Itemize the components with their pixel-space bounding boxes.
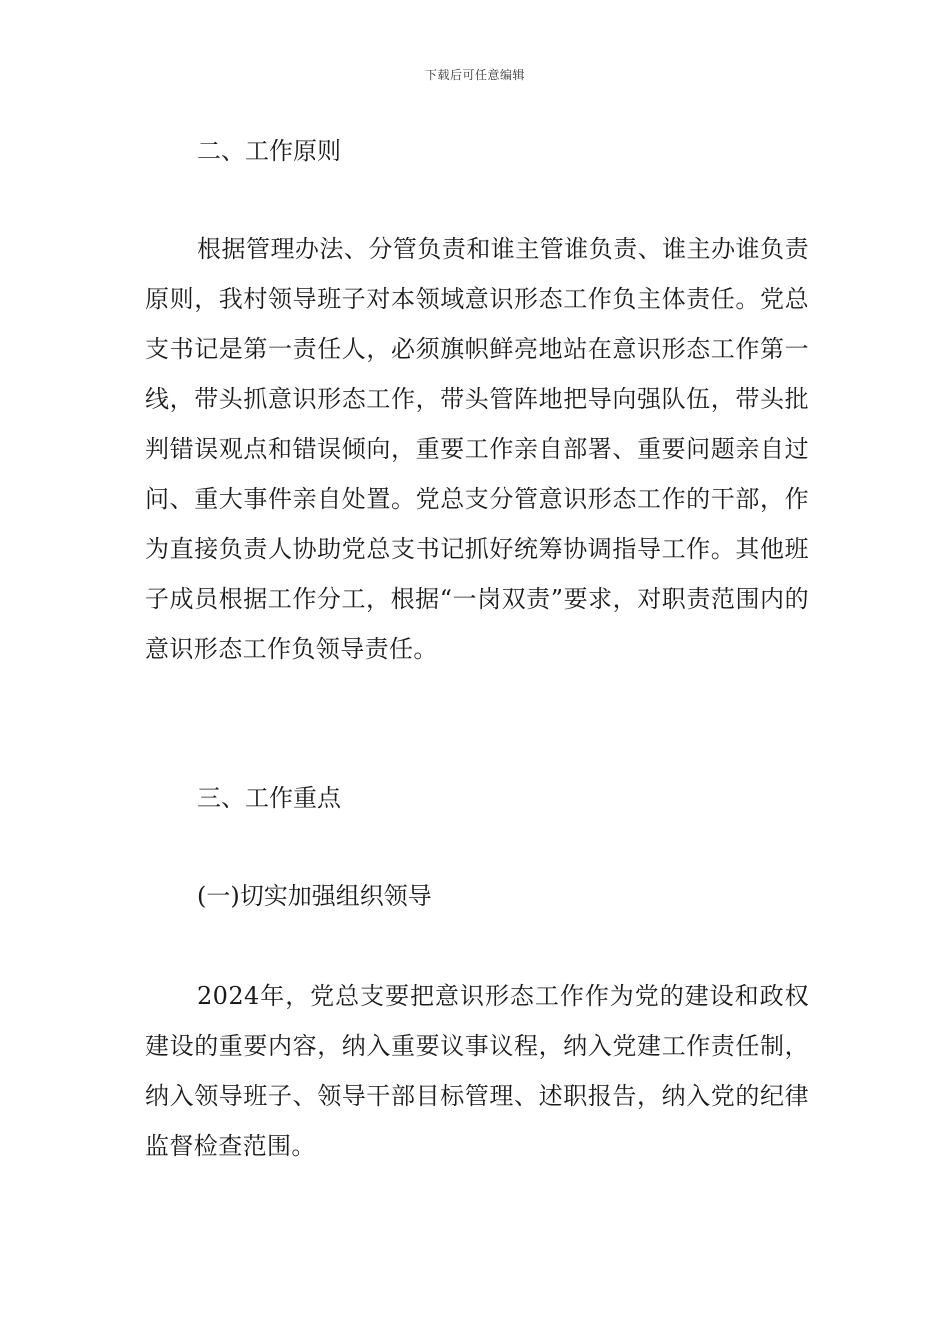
section-two-heading: 二、工作原则: [197, 137, 341, 165]
section-three-heading: 三、工作重点: [197, 784, 341, 812]
section-three-paragraph: 2024年，党总支要把意识形态工作作为党的建设和政权建设的重要内容，纳入重要议事议程，纳入党建工作责任制，纳入领导班子、领导干部目标管理、述职报告，纳入党的纪律监督检查范围。: [145, 982, 809, 1160]
section-two-paragraph: 根据管理办法、分管负责和谁主管谁负责、谁主办谁负责原则，我村领导班子对本领域意识形态工作负主体责任。党总支书记是第一责任人，必须旗帜鲜亮地站在意识形态工作第一线，带头抓意识形态工作，带头管阵地把导向强队伍，带头批判错误观点和错误倾向，重要工作亲自部署、重要问题亲自过问、重大事件亲自处置。党总支分管意识形态工作的干部，作为直接负责人协助党总支书记抓好统筹协调指导工作。其他班子成员根据工作分工，根据“一岗双责”要求，对职责范围内的意识形态工作负领导责任。: [145, 235, 809, 663]
section-three-subheading: (一)切实加强组织领导: [197, 882, 432, 910]
header-note: 下载后可任意编辑: [424, 68, 525, 82]
